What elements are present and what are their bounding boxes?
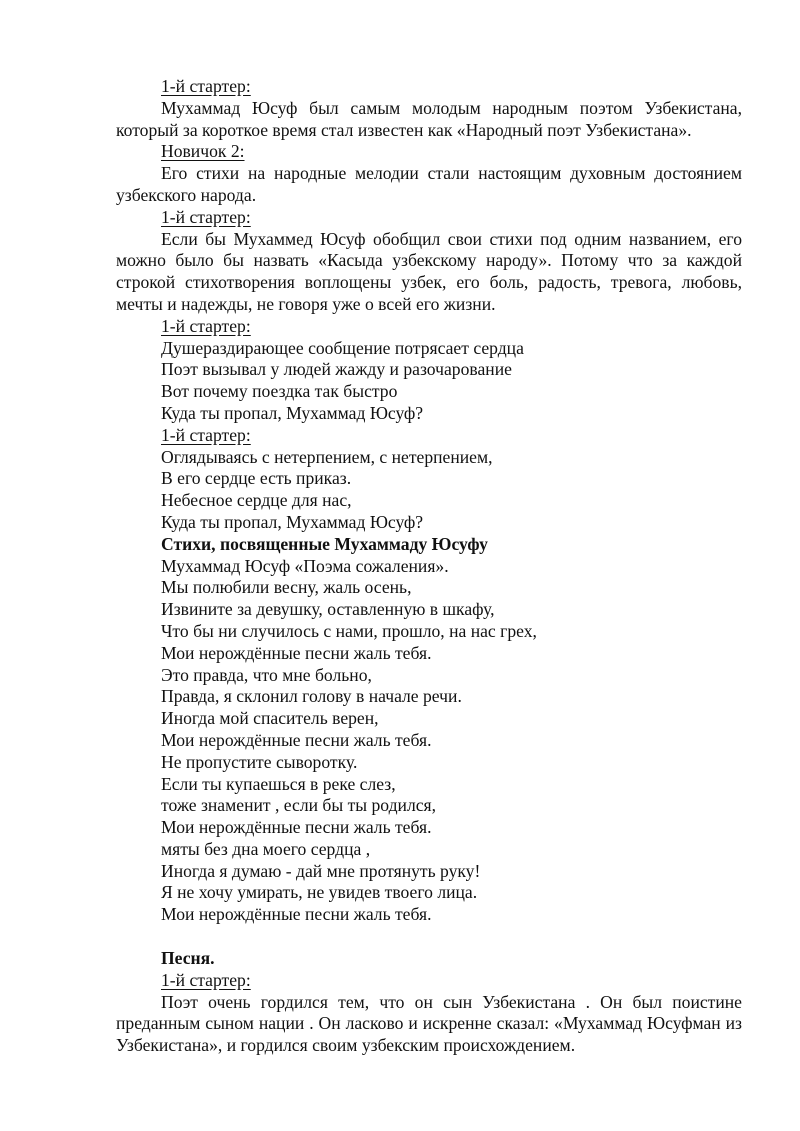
verse-line: Душераздирающее сообщение потрясает сердца <box>161 337 524 358</box>
paragraph: Его стихи на народные мелодии стали настоящим духовным достоянием узбекского народа. <box>116 163 742 205</box>
verse-line: Куда ты пропал, Мухаммад Юсуф? <box>161 511 424 532</box>
verse-line: тоже знаменит , если бы ты родился, <box>161 795 437 816</box>
verse-line: мяты без дна моего сердца , <box>161 838 371 859</box>
speaker-label: 1-й стартер: <box>161 315 251 336</box>
verse-block <box>116 338 742 425</box>
verse-line: Извините за девушку, оставленную в шкафу, <box>161 599 495 620</box>
paragraph: Если бы Мухаммед Юсуф обобщил свои стихи под одним названием, его можно было бы назвать «Касыда узбекскому народу». Потому что за каждой строкой стихотворения воплощены узбек, его боль, радость, тревога, любовь, мечты и надежды, не говоря уже о всей его жизни. <box>116 228 742 314</box>
verse-line: Мы полюбили весну, жаль осень, <box>161 577 412 598</box>
verse-line: Поэт вызывал у людей жажду и разочарование <box>161 359 512 380</box>
verse-line: Что бы ни случилось с нами, прошло, на нас грех, <box>161 620 537 641</box>
speaker-label: 1-й стартер: <box>161 969 251 990</box>
speaker-label: 1-й стартер: <box>161 76 251 96</box>
verse-line: Не пропустите сыворотку. <box>161 751 358 772</box>
verse-line: Небесное сердце для нас, <box>161 490 352 511</box>
verse-line: Иногда я думаю - дай мне протянуть руку! <box>161 860 481 881</box>
speaker-label: Новичок 2: <box>161 141 245 162</box>
verse-line: Куда ты пропал, Мухаммад Юсуф? <box>161 402 424 423</box>
verse-line: Я не хочу умирать, не увидев твоего лица. <box>161 882 478 903</box>
verse-line: Мои нерождённые песни жаль тебя. <box>161 817 432 838</box>
section-heading: Песня. <box>161 948 215 969</box>
verse-line: Мои нерождённые песни жаль тебя. <box>161 642 432 663</box>
verse-line: Если ты купаешься в реке слез, <box>161 773 396 794</box>
verse-line: Оглядываясь с нетерпением, с нетерпением, <box>161 446 493 467</box>
verse-line: Иногда мой спаситель верен, <box>161 708 379 729</box>
verse-line: Мухаммад Юсуф «Поэма сожаления». <box>161 555 449 576</box>
verse-line: Мои нерождённые песни жаль тебя. <box>161 729 432 750</box>
speaker-label: 1-й стартер: <box>161 206 251 227</box>
verse-line: Вот почему поездка так быстро <box>161 381 398 402</box>
verse-line: Это правда, что мне больно, <box>161 664 372 685</box>
paragraph: Мухаммад Юсуф был самым молодым народным поэтом Узбекистана, который за короткое время стал известен как «Народный поэт Узбекистана». <box>116 97 742 140</box>
paragraph: Поэт очень гордился тем, что он сын Узбекистана . Он был поистине преданным сыном нации . Он ласково и искренне сказал: «Мухаммад Юсуфман из Узбекистана», и гордился своим узбекским происхождением. <box>116 991 742 1056</box>
verse-line: Правда, я склонил голову в начале речи. <box>161 686 462 707</box>
verse-block <box>116 556 742 927</box>
speaker-label: 1-й стартер: <box>161 424 251 445</box>
verse-line: В его сердце есть приказ. <box>161 468 352 489</box>
verse-block <box>116 447 742 534</box>
blank-line <box>116 926 742 948</box>
section-heading: Стихи, посвященные Мухаммаду Юсуфу <box>161 533 488 554</box>
verse-line: Мои нерождённые песни жаль тебя. <box>161 904 432 925</box>
